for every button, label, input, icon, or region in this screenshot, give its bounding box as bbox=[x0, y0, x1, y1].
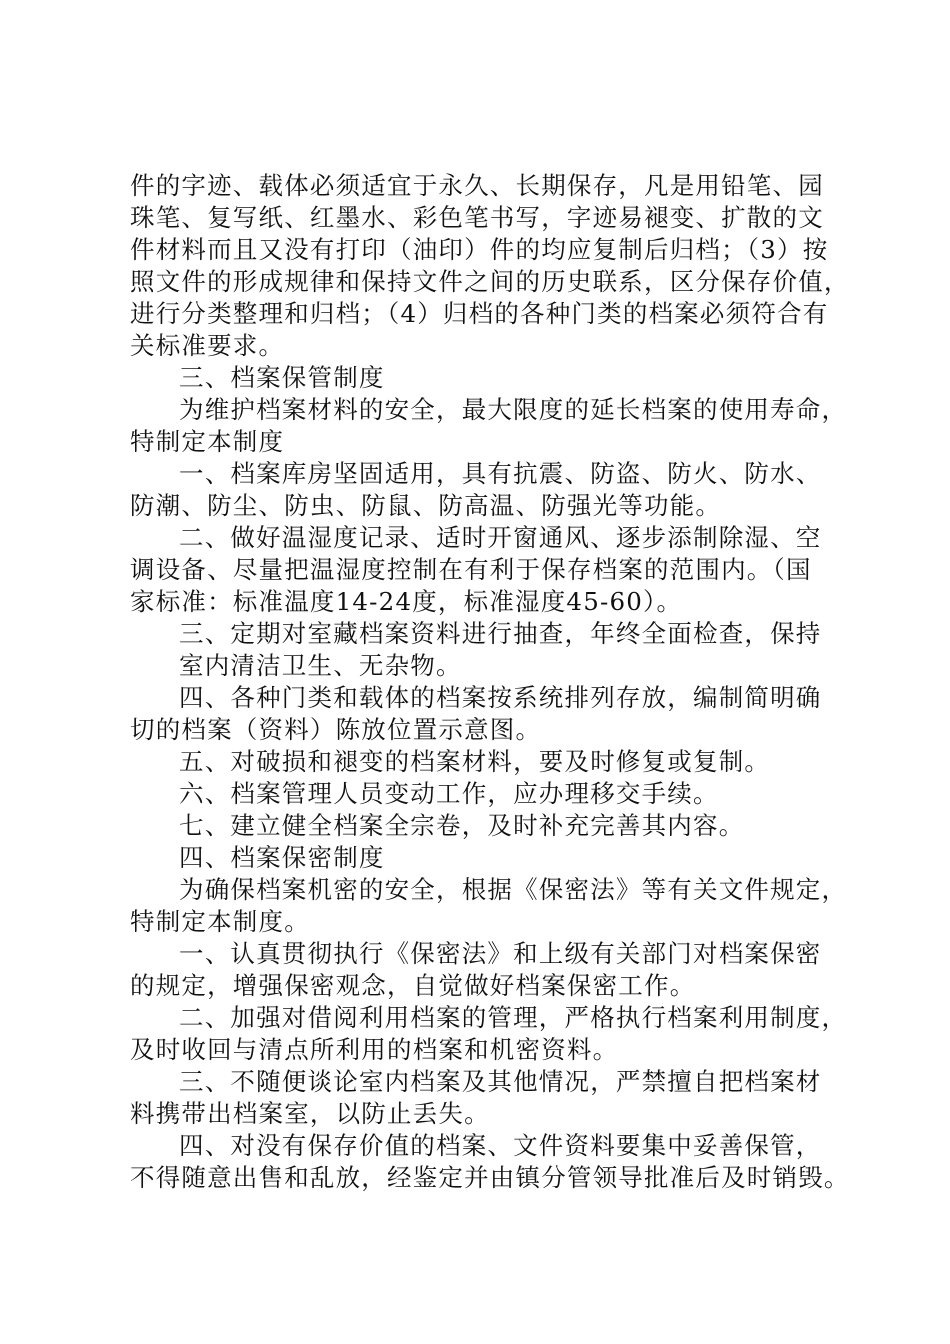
text-line: 四、对没有保存价值的档案、文件资料要集中妥善保管， bbox=[179, 1131, 822, 1160]
text-line: 料携带出档案室，以防止丢失。 bbox=[130, 1099, 490, 1128]
text-line: 为维护档案材料的安全，最大限度的延长档案的使用寿命， bbox=[179, 395, 848, 424]
text-line: 三、定期对室藏档案资料进行抽查，年终全面检查，保持 bbox=[179, 619, 822, 648]
text-line: 照文件的形成规律和保持文件之间的历史联系，区分保存价值， bbox=[130, 267, 850, 296]
text-line: 二、做好温湿度记录、适时开窗通风、逐步添制除湿、空 bbox=[179, 523, 822, 552]
text-line: 一、认真贯彻执行《保密法》和上级有关部门对档案保密 bbox=[179, 939, 822, 968]
text-line: 防潮、防尘、防虫、防鼠、防高温、防强光等功能。 bbox=[130, 491, 722, 520]
section-heading-storage: 三、档案保管制度 bbox=[179, 363, 385, 392]
text-line: 件材料而且又没有打印（油印）件的均应复制后归档；（3）按 bbox=[130, 235, 829, 264]
text-line: 三、不随便谈论室内档案及其他情况，严禁擅自把档案材 bbox=[179, 1067, 822, 1096]
text-line: 一、档案库房坚固适用，具有抗震、防盗、防火、防水、 bbox=[179, 459, 822, 488]
text-line: 室内清洁卫生、无杂物。 bbox=[179, 651, 462, 680]
text-line: 及时收回与清点所利用的档案和机密资料。 bbox=[130, 1035, 619, 1064]
text-line: 调设备、尽量把温湿度控制在有利于保存档案的范围内。（国 bbox=[130, 555, 812, 584]
text-line: 为确保档案机密的安全，根据《保密法》等有关文件规定， bbox=[179, 875, 848, 904]
section-heading-confidentiality: 四、档案保密制度 bbox=[179, 843, 385, 872]
text-line: 家标准：标准温度14-24度，标准湿度45-60）。 bbox=[130, 587, 683, 616]
text-line: 珠笔、复写纸、红墨水、彩色笔书写，字迹易褪变、扩散的文 bbox=[130, 203, 824, 232]
text-line: 七、建立健全档案全宗卷，及时补充完善其内容。 bbox=[179, 811, 745, 840]
text-line: 进行分类整理和归档；（4）归档的各种门类的档案必须符合有 bbox=[130, 299, 829, 328]
text-line: 二、加强对借阅利用档案的管理，严格执行档案利用制度， bbox=[179, 1003, 848, 1032]
text-line: 五、对破损和褪变的档案材料，要及时修复或复制。 bbox=[179, 747, 771, 776]
text-line: 件的字迹、载体必须适宜于永久、长期保存，凡是用铅笔、园 bbox=[130, 171, 824, 200]
text-line: 特制定本制度。 bbox=[130, 907, 310, 936]
text-line: 四、各种门类和载体的档案按系统排列存放，编制简明确 bbox=[179, 683, 822, 712]
text-line: 切的档案（资料）陈放位置示意图。 bbox=[130, 715, 542, 744]
text-line: 六、档案管理人员变动工作，应办理移交手续。 bbox=[179, 779, 719, 808]
text-line: 的规定，增强保密观念，自觉做好档案保密工作。 bbox=[130, 971, 696, 1000]
text-line: 不得随意出售和乱放，经鉴定并由镇分管领导批准后及时销毁。 bbox=[130, 1163, 850, 1192]
text-line: 关标准要求。 bbox=[130, 331, 285, 360]
document-page bbox=[130, 170, 850, 1194]
text-line: 特制定本制度 bbox=[130, 427, 285, 456]
